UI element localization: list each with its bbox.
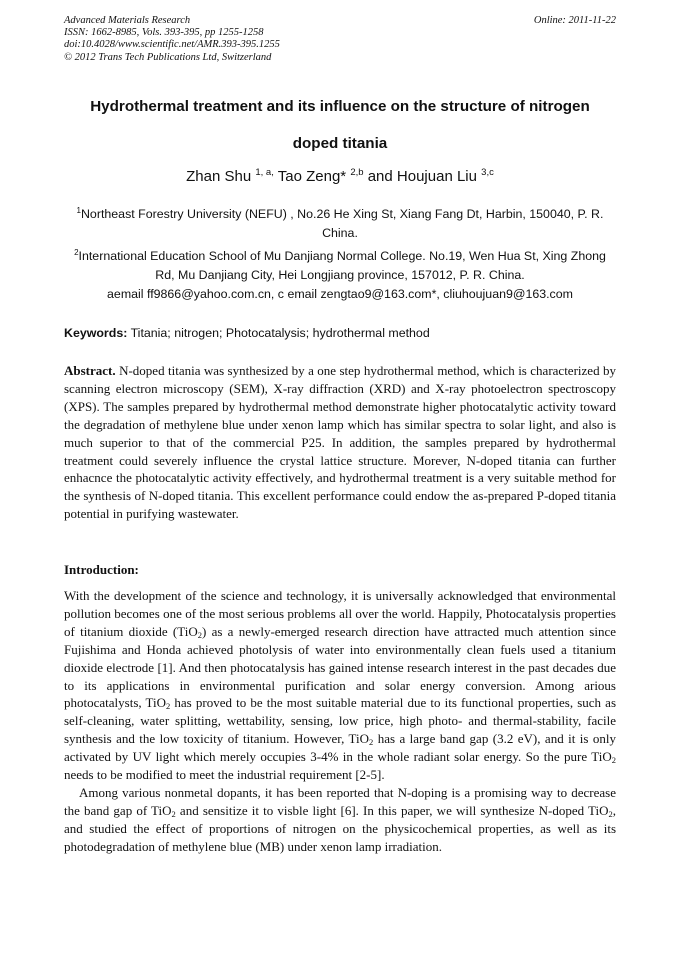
affiliation-2 [64,243,616,285]
intro-p2-text-1: Among various nonmetal dopants, it has been reported that N-doping is a promising way to decrease the band gap of TiO [64,784,616,818]
subscript: 2 [611,755,616,766]
subscript: 2 [369,737,374,748]
intro-p1-text-4: has a large band gap (3.2 eV), and it is only activated by UV light which merely occupies 3-4% in the whole radiant solar energy. So the pure TiO [64,731,616,765]
title-line-1: Hydrothermal treatment and its influence on the structure of nitrogen [90,98,590,115]
author-3: and Houjuan Liu [367,168,477,185]
introduction-heading: Introduction: [64,562,139,577]
intro-p1-text-2: ) as a newly-emerged research direction have attracted much attention since Fujishima and Honda achieved photolysis of water into environmentally clean fuels used a titanium dioxide electrode [1]. And then photocatalysis has gained intense research interest in the past decades due to its applications in environmental purification and solar energy conversion. Among arious photocatalysts, TiO [64,623,616,711]
journal-issn: ISSN: 1662-8985, Vols. 393-395, pp 1255-1258 [64,27,264,39]
journal-doi: doi:10.4028/www.scientific.net/AMR.393-395.1255 [64,39,280,51]
affiliation-2-line-1: International Education School of Mu Danjiang Normal College. No.19, Wen Hua St, Xing Zhong [78,249,606,264]
intro-p2-text-2: and sensitize it to visble light [6]. In this paper, we will synthesize N-doped TiO [175,802,609,818]
subscript: 2 [608,808,613,819]
online-date: Online: 2011-11-22 [533,15,616,26]
intro-p1-text-1: With the development of the science and technology, it is universally acknowledged that environmental pollution becomes one of the most serious problems all over the world. Happily, Photocatalysis properties of titanium dioxide (TiO [64,588,616,639]
intro-p2-text-3: , and studied the effect of proportions of nitrogen on the physicochemical properties, as well as its photodegradation of methylene blue (MB) under xenon lamp irradiation. [64,802,616,854]
keywords-text: Titania; nitrogen; Photocatalysis; hydrothermal method [130,326,430,340]
author-list [64,167,616,185]
introduction-body [64,587,616,856]
journal-header [64,15,616,64]
title-line-2: doped titania [292,135,388,152]
subscript: 2 [171,808,176,819]
abstract-label: Abstract. [64,363,116,378]
affiliation-1-line-2: China. [322,226,358,241]
affiliation-1-line-1: Northeast Forestry University (NEFU) , No.26 He Xing St, Xiang Fang Dt, Harbin, 150040, P. R. [80,207,604,222]
subscript: 2 [197,629,202,640]
abstract-text: N-doped titania was synthesized by a one step hydrothermal method, which is characterized by scanning electron microscopy (SEM), X-ray diffraction (XRD) and X-ray photoelectron spectroscopy (XPS). The samples prepared by hydrothermal method demonstrate higher photocatalytic activity toward the degradation of methylene blue under xenon lamp which has similar spectra to solar light, and also is much superior to that of the commercial P25. In addition, the samples prepared by hydrothermal treatment could severely influence the crystal lattice structure. Morever, N-doped titania can further enhacnce the photocatalytic activity effectively, and hydrothermal treatment is a very suitable method for the synthesis of N-doped titania. This excellent performance could endow the as-prepared P-doped titania potential in purifying wastewater. [64,363,616,522]
affiliation-1 [64,201,616,243]
keywords [64,326,616,340]
abstract [64,362,616,523]
intro-p1-text-3: has proved to be the most suitable material due to its functional properties, such as self-cleaning, water splitting, wettability, sensing, low price, high photo- and thermal-stability, facile synthesis and the low toxicity of titanium. However, TiO [64,695,616,747]
author-2-affil: 2,b [350,167,364,178]
intro-paragraph-2 [64,784,616,856]
keywords-label: Keywords: [64,326,128,340]
author-1: Zhan Shu [186,168,252,185]
subscript: 2 [166,701,171,712]
author-2: Tao Zeng* [277,168,347,185]
affiliation-2-line-2: Rd, Mu Danjiang City, Hei Longjiang province, 157012, P. R. China. [155,268,525,283]
author-1-affil: 1, a, [255,167,274,178]
paper-title [64,88,616,162]
affiliation-1-marker: 1 [76,206,81,215]
journal-copyright: © 2012 Trans Tech Publications Ltd, Switzerland [64,51,272,63]
intro-p1-text-5: needs to be modified to meet the industrial requirement [2-5]. [64,767,385,783]
journal-name: Advanced Materials Research [64,15,191,26]
intro-paragraph-1 [64,587,616,784]
author-emails: aemail ff9866@yahoo.com.cn, c email zengtao9@163.com*, cliuhoujuan9@163.com [107,287,573,301]
affiliation-2-marker: 2 [74,248,79,257]
author-3-affil: 3,c [481,167,494,178]
